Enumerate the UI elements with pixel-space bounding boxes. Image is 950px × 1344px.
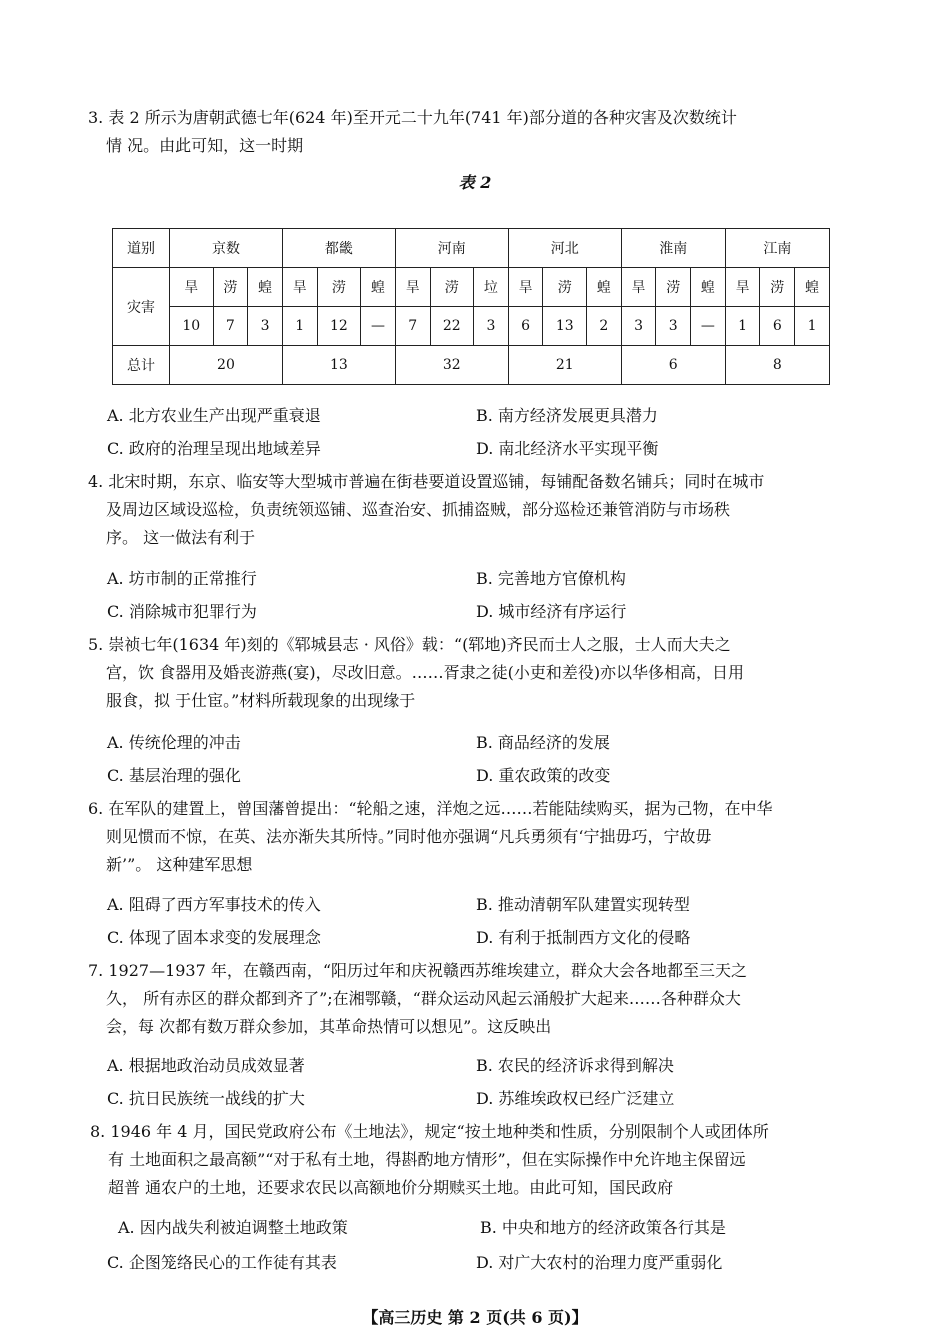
region-cell: 河北 bbox=[508, 229, 621, 268]
question-7-line-1: 7. 1927—1937 年，在赣西南，“阳历过年和庆祝赣西苏维埃建立，群众大会各地都至三天之 bbox=[88, 961, 748, 980]
count-cell: 1 bbox=[282, 307, 317, 346]
count-cell: 2 bbox=[587, 307, 622, 346]
type-cell: 垃 bbox=[474, 268, 509, 307]
table-row-counts bbox=[113, 307, 830, 346]
count-cell: 3 bbox=[621, 307, 656, 346]
option-d[interactable]: D. 南北经济水平实现平衡 bbox=[476, 439, 659, 458]
question-7-line-3: 会，每 次都有数万群众参加，其革命热情可以想见”。这反映出 bbox=[106, 1017, 552, 1036]
count-cell: 12 bbox=[317, 307, 361, 346]
question-7 bbox=[88, 957, 747, 1041]
option-c[interactable]: C. 政府的治理呈现出地域差异 bbox=[107, 439, 321, 458]
count-cell: — bbox=[691, 307, 726, 346]
question-8 bbox=[90, 1118, 769, 1202]
total-cell: 13 bbox=[282, 346, 395, 385]
option-c[interactable]: C. 企图笼络民心的工作徒有其表 bbox=[107, 1253, 337, 1272]
question-8-line-1: 8. 1946 年 4 月，国民党政府公布《土地法》，规定“按土地种类和性质，分别限制个人或团体所 bbox=[90, 1122, 769, 1141]
question-5 bbox=[88, 631, 744, 715]
total-cell: 6 bbox=[621, 346, 725, 385]
table-row-regions bbox=[113, 229, 830, 268]
count-cell: 3 bbox=[656, 307, 691, 346]
option-a[interactable]: A. 阻碍了西方军事技术的传入 bbox=[107, 895, 321, 914]
option-d[interactable]: D. 苏维埃政权已经广泛建立 bbox=[476, 1089, 675, 1108]
region-cell: 京数 bbox=[170, 229, 283, 268]
question-5-line-3: 服食，拟 于仕宦。”材料所载现象的出现缘于 bbox=[106, 691, 416, 710]
count-cell: 10 bbox=[170, 307, 214, 346]
page-footer: 【高三历史 第 2 页(共 6 页)】 bbox=[362, 1308, 588, 1327]
header-region-label: 道别 bbox=[113, 229, 170, 268]
option-d[interactable]: D. 有利于抵制西方文化的侵略 bbox=[476, 928, 691, 947]
question-4-line-3: 序。 这一做法有利于 bbox=[106, 528, 256, 547]
type-cell: 涝 bbox=[543, 268, 587, 307]
question-6 bbox=[88, 795, 773, 879]
question-7-line-2: 久， 所有赤区的群众都到齐了”;在湘鄂赣，“群众运动风起云涌般扩大起来……各种群众大 bbox=[106, 989, 741, 1008]
type-cell: 旱 bbox=[508, 268, 543, 307]
header-disaster-label: 灾害 bbox=[113, 268, 170, 346]
option-b[interactable]: B. 完善地方官僚机构 bbox=[476, 569, 626, 588]
option-b[interactable]: B. 商品经济的发展 bbox=[476, 733, 610, 752]
option-b[interactable]: B. 推动清朝军队建置实现转型 bbox=[476, 895, 690, 914]
total-cell: 20 bbox=[170, 346, 283, 385]
count-cell: 6 bbox=[508, 307, 543, 346]
total-cell: 32 bbox=[395, 346, 508, 385]
count-cell: 22 bbox=[430, 307, 474, 346]
type-cell: 旱 bbox=[170, 268, 214, 307]
count-cell: 13 bbox=[543, 307, 587, 346]
count-cell: 6 bbox=[760, 307, 795, 346]
question-5-line-2: 宫，饮 食器用及婚丧游燕(宴)，尽改旧意。……胥隶之徒(小吏和差役)亦以华侈相高，日用 bbox=[106, 663, 745, 682]
type-cell: 旱 bbox=[282, 268, 317, 307]
option-a[interactable]: A. 北方农业生产出现严重衰退 bbox=[107, 406, 321, 425]
total-cell: 8 bbox=[725, 346, 829, 385]
option-b[interactable]: B. 农民的经济诉求得到解决 bbox=[476, 1056, 674, 1075]
table-row-totals bbox=[113, 346, 830, 385]
type-cell: 涝 bbox=[430, 268, 474, 307]
type-cell: 蝗 bbox=[248, 268, 283, 307]
region-cell: 淮南 bbox=[621, 229, 725, 268]
type-cell: 涝 bbox=[760, 268, 795, 307]
option-b[interactable]: B. 南方经济发展更具潜力 bbox=[476, 406, 658, 425]
type-cell: 蝗 bbox=[795, 268, 830, 307]
table-caption: 表 2 bbox=[458, 173, 492, 192]
region-cell: 河南 bbox=[395, 229, 508, 268]
option-a[interactable]: A. 根据地政治动员成效显著 bbox=[107, 1056, 305, 1075]
option-c[interactable]: C. 体现了固本求变的发展理念 bbox=[107, 928, 321, 947]
count-cell: 1 bbox=[795, 307, 830, 346]
option-c[interactable]: C. 消除城市犯罪行为 bbox=[107, 602, 257, 621]
question-3 bbox=[88, 104, 737, 160]
question-3-line-2: 情 况。由此可知，这一时期 bbox=[106, 136, 304, 155]
option-a[interactable]: A. 传统伦理的冲击 bbox=[107, 733, 241, 752]
type-cell: 旱 bbox=[725, 268, 760, 307]
question-6-line-2: 则见惯而不惊，在英、法亦渐失其所恃。”同时他亦强调“凡兵勇须有‘宁拙毋巧，宁故毋 bbox=[106, 827, 712, 846]
total-cell: 21 bbox=[508, 346, 621, 385]
table-row-types bbox=[113, 268, 830, 307]
question-4-line-1: 4. 北宋时期，东京、临安等大型城市普遍在街巷要道设置巡铺，每铺配备数名铺兵；同时在城市 bbox=[88, 472, 765, 491]
disaster-table bbox=[112, 228, 830, 385]
type-cell: 涝 bbox=[317, 268, 361, 307]
option-a[interactable]: A. 坊市制的正常推行 bbox=[107, 569, 257, 588]
option-c[interactable]: C. 基层治理的强化 bbox=[107, 766, 241, 785]
option-d[interactable]: D. 重农政策的改变 bbox=[476, 766, 611, 785]
count-cell: 1 bbox=[725, 307, 760, 346]
type-cell: 蝗 bbox=[691, 268, 726, 307]
question-8-line-2: 有 土地面积之最高额”“对于私有土地，得斟酌地方情形”，但在实际操作中允许地主保留远 bbox=[108, 1150, 746, 1169]
region-cell: 江南 bbox=[725, 229, 829, 268]
option-b[interactable]: B. 中央和地方的经济政策各行其是 bbox=[480, 1218, 726, 1237]
option-a[interactable]: A. 因内战失利被迫调整土地政策 bbox=[118, 1218, 348, 1237]
type-cell: 涝 bbox=[213, 268, 248, 307]
count-cell: 7 bbox=[213, 307, 248, 346]
count-cell: — bbox=[361, 307, 396, 346]
count-cell: 3 bbox=[474, 307, 509, 346]
option-d[interactable]: D. 对广大农村的治理力度严重弱化 bbox=[476, 1253, 723, 1272]
question-4 bbox=[88, 468, 764, 552]
type-cell: 涝 bbox=[656, 268, 691, 307]
question-5-line-1: 5. 崇祯七年(1634 年)刻的《郓城县志 · 风俗》载：“(郓地)齐民而士人之服，士人而大夫之 bbox=[88, 635, 731, 654]
count-cell: 7 bbox=[395, 307, 430, 346]
option-c[interactable]: C. 抗日民族统一战线的扩大 bbox=[107, 1089, 305, 1108]
region-cell: 都畿 bbox=[282, 229, 395, 268]
type-cell: 旱 bbox=[621, 268, 656, 307]
question-8-line-3: 超普 通农户的土地，还要求农民以高额地价分期赎买土地。由此可知，国民政府 bbox=[108, 1178, 674, 1197]
option-d[interactable]: D. 城市经济有序运行 bbox=[476, 602, 627, 621]
question-6-line-3: 新’”。 这种建军思想 bbox=[106, 855, 253, 874]
count-cell: 3 bbox=[248, 307, 283, 346]
type-cell: 蝗 bbox=[361, 268, 396, 307]
question-6-line-1: 6. 在军队的建置上，曾国藩曾提出：“轮船之速，洋炮之远……若能陆续购买，据为己物，在中华 bbox=[88, 799, 773, 818]
type-cell: 旱 bbox=[395, 268, 430, 307]
question-4-line-2: 及周边区域设巡检，负责统领巡铺、巡查治安、抓捕盗贼，部分巡检还兼管消防与市场秩 bbox=[106, 500, 731, 519]
header-total-label: 总计 bbox=[113, 346, 170, 385]
question-3-line-1: 3. 表 2 所示为唐朝武德七年(624 年)至开元二十九年(741 年)部分道的各种灾害及次数统计 bbox=[88, 108, 737, 127]
type-cell: 蝗 bbox=[587, 268, 622, 307]
